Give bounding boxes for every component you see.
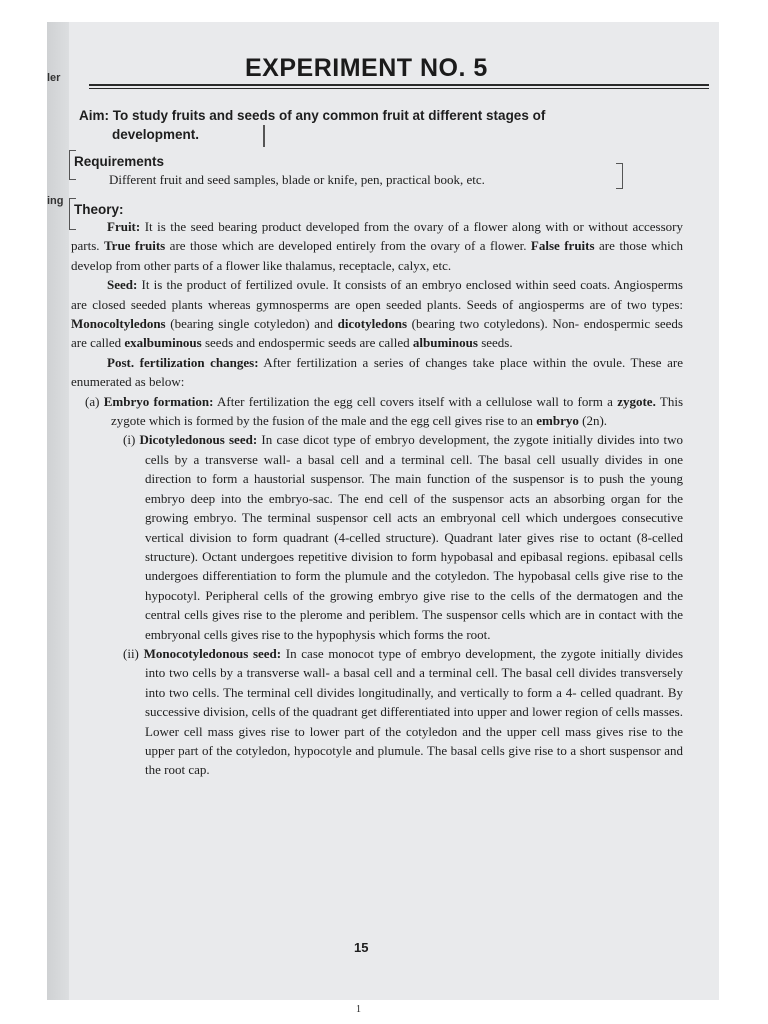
seed-label: Seed: <box>107 277 138 293</box>
title-underline <box>89 84 709 86</box>
post-fertilization-text: After fertilization a series of changes take place within the ovule. These are enumerated as below: <box>71 354 683 390</box>
embryo-text-1: After fertilization the egg cell covers itself with a cellulose wall to form a <box>213 393 618 409</box>
footer-mark: 1 <box>356 1004 361 1015</box>
embryo-formation-item <box>71 392 683 431</box>
pen-mark <box>263 125 265 147</box>
true-fruits-term: True fruits <box>103 238 166 254</box>
theory-heading: Theory: <box>74 202 124 217</box>
aim-section <box>79 106 669 144</box>
seed-text-4: seeds and endospermic seeds are called <box>201 335 413 351</box>
document-page <box>47 22 719 1000</box>
seed-text-3: (bearing two cotyledons). Non- endospermic seeds are called <box>71 316 683 351</box>
dicot-term: dicotyledons <box>337 316 408 332</box>
post-fertilization-label: Post. fertilization changes: <box>107 354 259 370</box>
embryo-formation-label: Embryo formation: <box>103 393 214 409</box>
fruit-paragraph <box>71 217 683 275</box>
margin-fragment-top: ler <box>47 72 61 84</box>
dicot-seed-text: In case dicot type of embryo development, the zygote initially divides into two cells by a transverse wall- a basal cell and a terminal cell. The basal cell usually divides in one direction to form a haustorial suspensor. The main function of the suspensor is to push the young embryo deep into the embryo-sac. The end cell of the suspensor acts an absorbing organ for the growing embryo. The terminal suspensor cell acts an embryonal cell which undergoes consecutive vertical division to form quadrant (4-celled structure). Quadrant later gives rise to octant (8-celled structure). Octant undergoes repetitive division to form hypobasal and epibasal regions. epibasal cells undergoes differentiation to form the plumule and the cotyledon. The hypobasal cells give rise to the hypocotyl. Peripheral cells of the growing embryo give rise to the cells of the dermatogen and the central cells gives rise to the plerome and periblem. The suspensor cells which are in contact with the embryonal cells gives rise to the hypophysis which forms the root. <box>145 432 684 642</box>
false-fruits-term: False fruits <box>530 238 595 254</box>
page-content <box>69 22 709 1000</box>
seed-text-1: It is the product of fertilized ovule. It consists of an embryo enclosed within seed coats. Angiosperms are closed seeded plants whereas gymnosperms are open seeded plants. Seeds of angiosperms are of two types: <box>71 277 683 312</box>
item-marker-i: (i) <box>123 432 136 448</box>
post-fertilization-paragraph <box>71 353 683 392</box>
exalbuminous-term: exalbuminous <box>124 335 202 351</box>
requirements-heading: Requirements <box>74 154 165 169</box>
embryo-text-3: (2n). <box>578 413 608 429</box>
aim-text-line1: To study fruits and seeds of any common fruit at different stages of <box>112 108 546 123</box>
albuminous-term: albuminous <box>412 335 478 351</box>
fruit-text-1: It is the seed bearing product developed from the ovary of a flower along with or without accessory parts. <box>71 219 683 254</box>
page-number: 15 <box>354 940 369 955</box>
monocot-term: Monocoltyledons <box>71 316 166 332</box>
item-marker-ii: (ii) <box>123 645 139 661</box>
seed-paragraph <box>71 275 683 353</box>
aim-text-line2: development. <box>112 127 200 142</box>
aim-label: Aim: <box>79 108 109 123</box>
seed-text-5: seeds. <box>477 335 513 351</box>
dicot-seed-label: Dicotyledonous seed: <box>139 432 258 448</box>
margin-fragment-middle: ing <box>47 195 64 207</box>
monocot-seed-item <box>71 644 683 780</box>
pen-bracket-left <box>69 150 76 180</box>
monocot-seed-text: In case monocot type of embryo development, the zygote initially divides into two cells by a transverse wall- a basal cell and a terminal cell. The basal cell divides transversely into two cells. The terminal cell divides longitudinally, and vertically to form a 4- celled quadrant. By successive division, cells of the quadrant get differentiated into upper and lower region of cells masses. Lower cell mass gives rise to lower part of the cotyledon and the upper cell mass gives rise to the upper part of the cotyledon, hypocotyle and plumule. The basal cells give rise to a short suspensor and the root cap. <box>145 645 683 778</box>
dicot-seed-item <box>71 430 683 643</box>
title-underline-thin <box>89 88 709 89</box>
zygote-term: zygote. <box>617 393 656 409</box>
binding-shadow <box>47 22 69 1000</box>
fruit-text-3: are those which develop from other parts of a flower like thalamus, receptacle, calyx, etc. <box>71 238 683 273</box>
fruit-text-2: are those which are developed entirely from the ovary of a flower. <box>165 238 531 254</box>
fruit-label: Fruit: <box>107 219 141 234</box>
page-title: EXPERIMENT NO. 5 <box>245 54 488 82</box>
requirements-text: Different fruit and seed samples, blade or knife, pen, practical book, etc. <box>109 172 485 187</box>
item-marker-a: (a) <box>85 393 100 409</box>
monocot-seed-label: Monocotyledonous seed: <box>143 645 282 661</box>
pen-bracket-right <box>616 163 623 189</box>
embryo-term: embryo <box>536 413 579 429</box>
embryo-text-2: This zygote which is formed by the fusion of the male and the egg cell gives rise to an <box>111 393 683 429</box>
theory-body <box>71 217 683 780</box>
seed-text-2: (bearing single cotyledon) and <box>165 316 338 332</box>
